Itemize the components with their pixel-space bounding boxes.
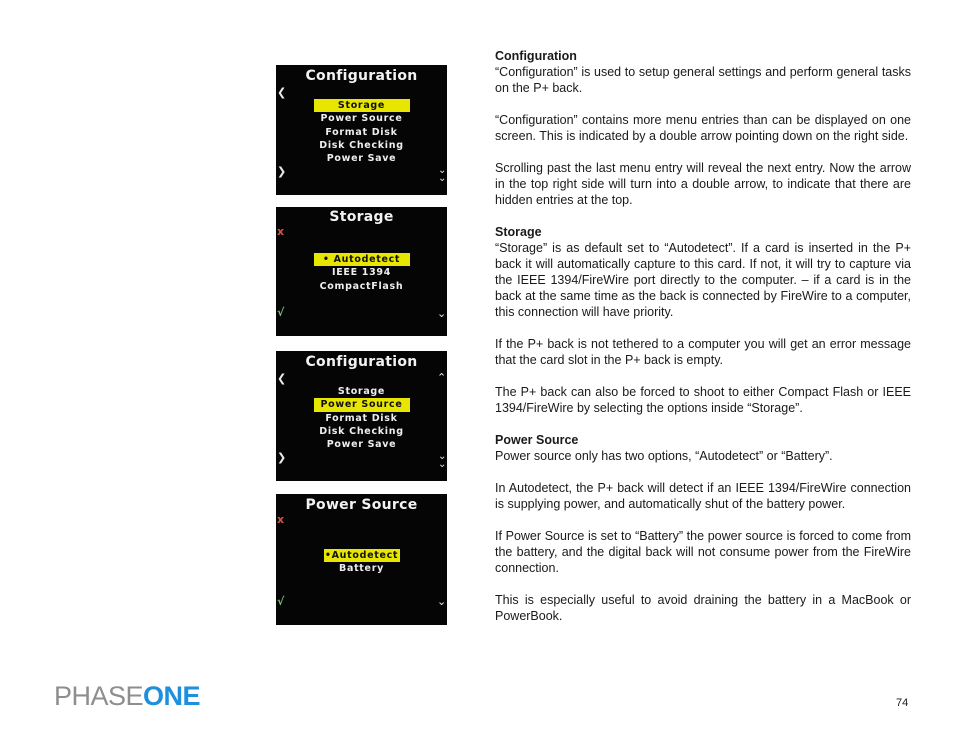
lcd-screen-configuration-2 xyxy=(276,351,447,481)
lcd-screen-storage xyxy=(276,207,447,336)
up-arrow-icon: ⌃ xyxy=(437,371,447,384)
menu-item: Storage xyxy=(337,386,386,397)
body-text xyxy=(495,48,911,640)
right-arrow-icon: ❯ xyxy=(277,165,287,178)
menu-item: Power Save xyxy=(326,439,397,451)
logo-text-one: ONE xyxy=(143,681,201,711)
paragraph: “Configuration” contains more menu entries than can be displayed on one screen. This is indicated by a double arrow pointing down on the right side. xyxy=(495,113,911,143)
menu-item: Storage xyxy=(314,99,410,112)
paragraph: If the P+ back is not tethered to a computer you will get an error message that the card slot in the P+ back is empty. xyxy=(495,337,911,367)
screen-title: Storage xyxy=(329,209,394,225)
cancel-icon: x xyxy=(277,225,285,238)
screen-menu xyxy=(276,549,447,576)
phase-one-logo xyxy=(54,681,200,712)
screen-title: Configuration xyxy=(305,68,418,84)
section-heading-power-source: Power Source xyxy=(495,433,579,447)
menu-item: Disk Checking xyxy=(319,139,404,151)
lcd-screen-configuration-1 xyxy=(276,65,447,195)
left-arrow-icon: ❮ xyxy=(277,372,287,385)
paragraph: This is especially useful to avoid draining the battery in a MacBook or PowerBook. xyxy=(495,593,911,623)
paragraph: In Autodetect, the P+ back will detect if an IEEE 1394/FireWire connection is supplying power, and automatically shut of the battery power. xyxy=(495,481,911,511)
screen-title: Configuration xyxy=(305,354,418,370)
right-arrow-icon: ❯ xyxy=(277,451,287,464)
screen-title: Power Source xyxy=(305,497,418,513)
double-down-arrow-icon: ⌄ ⌄ xyxy=(438,451,447,470)
menu-item: •Autodetect xyxy=(324,550,399,561)
lcd-screen-power-source xyxy=(276,494,447,625)
menu-item: IEEE 1394 xyxy=(331,267,392,279)
menu-item: Battery xyxy=(339,563,384,575)
paragraph: If Power Source is set to “Battery” the power source is forced to come from the battery, and the digital back will not consume power from the FireWire connection. xyxy=(495,529,911,575)
confirm-icon: √ xyxy=(277,306,285,319)
menu-item: Power Save xyxy=(326,153,397,165)
menu-item: Power Source xyxy=(320,113,403,125)
paragraph: “Configuration” is used to setup general settings and perform general tasks on the P+ back. xyxy=(495,65,911,95)
paragraph: Power source only has two options, “Autodetect” or “Battery”. xyxy=(495,449,833,463)
menu-item: Disk Checking xyxy=(319,425,404,437)
menu-item: Format Disk xyxy=(325,126,398,138)
logo-text-phase: PHASE xyxy=(54,681,144,711)
paragraph: “Storage” is as default set to “Autodetect”. If a card is inserted in the P+ back it will automatically capture to this card. If not, it will try to capture via the IEEE 1394/FireWire port directly to the computer. – if a card is in the back at the same time as the back is connected by FireWire to a computer, this connection will have priority. xyxy=(495,241,911,319)
down-arrow-icon: ⌄ xyxy=(437,307,447,320)
menu-item: Format Disk xyxy=(325,412,398,424)
cancel-icon: x xyxy=(277,513,285,526)
menu-item: Power Source xyxy=(314,398,410,411)
screen-menu xyxy=(276,385,447,451)
double-down-arrow-icon: ⌄ ⌄ xyxy=(438,165,447,184)
paragraph: Scrolling past the last menu entry will reveal the next entry. Now the arrow in the top right side will turn into a double arrow, to indicate that there are hidden entries at the top. xyxy=(495,161,911,207)
confirm-icon: √ xyxy=(277,595,285,608)
page-number: 74 xyxy=(896,697,909,709)
screen-menu xyxy=(276,99,447,165)
section-heading-configuration: Configuration xyxy=(495,49,577,63)
down-arrow-icon: ⌄ xyxy=(437,595,447,608)
section-heading-storage: Storage xyxy=(495,225,542,239)
paragraph: The P+ back can also be forced to shoot to either Compact Flash or IEEE 1394/FireWire by selecting the options inside “Storage”. xyxy=(495,385,911,415)
menu-item: CompactFlash xyxy=(319,280,404,292)
left-arrow-icon: ❮ xyxy=(277,86,287,99)
menu-item: • Autodetect xyxy=(314,253,410,266)
screen-menu xyxy=(276,253,447,293)
